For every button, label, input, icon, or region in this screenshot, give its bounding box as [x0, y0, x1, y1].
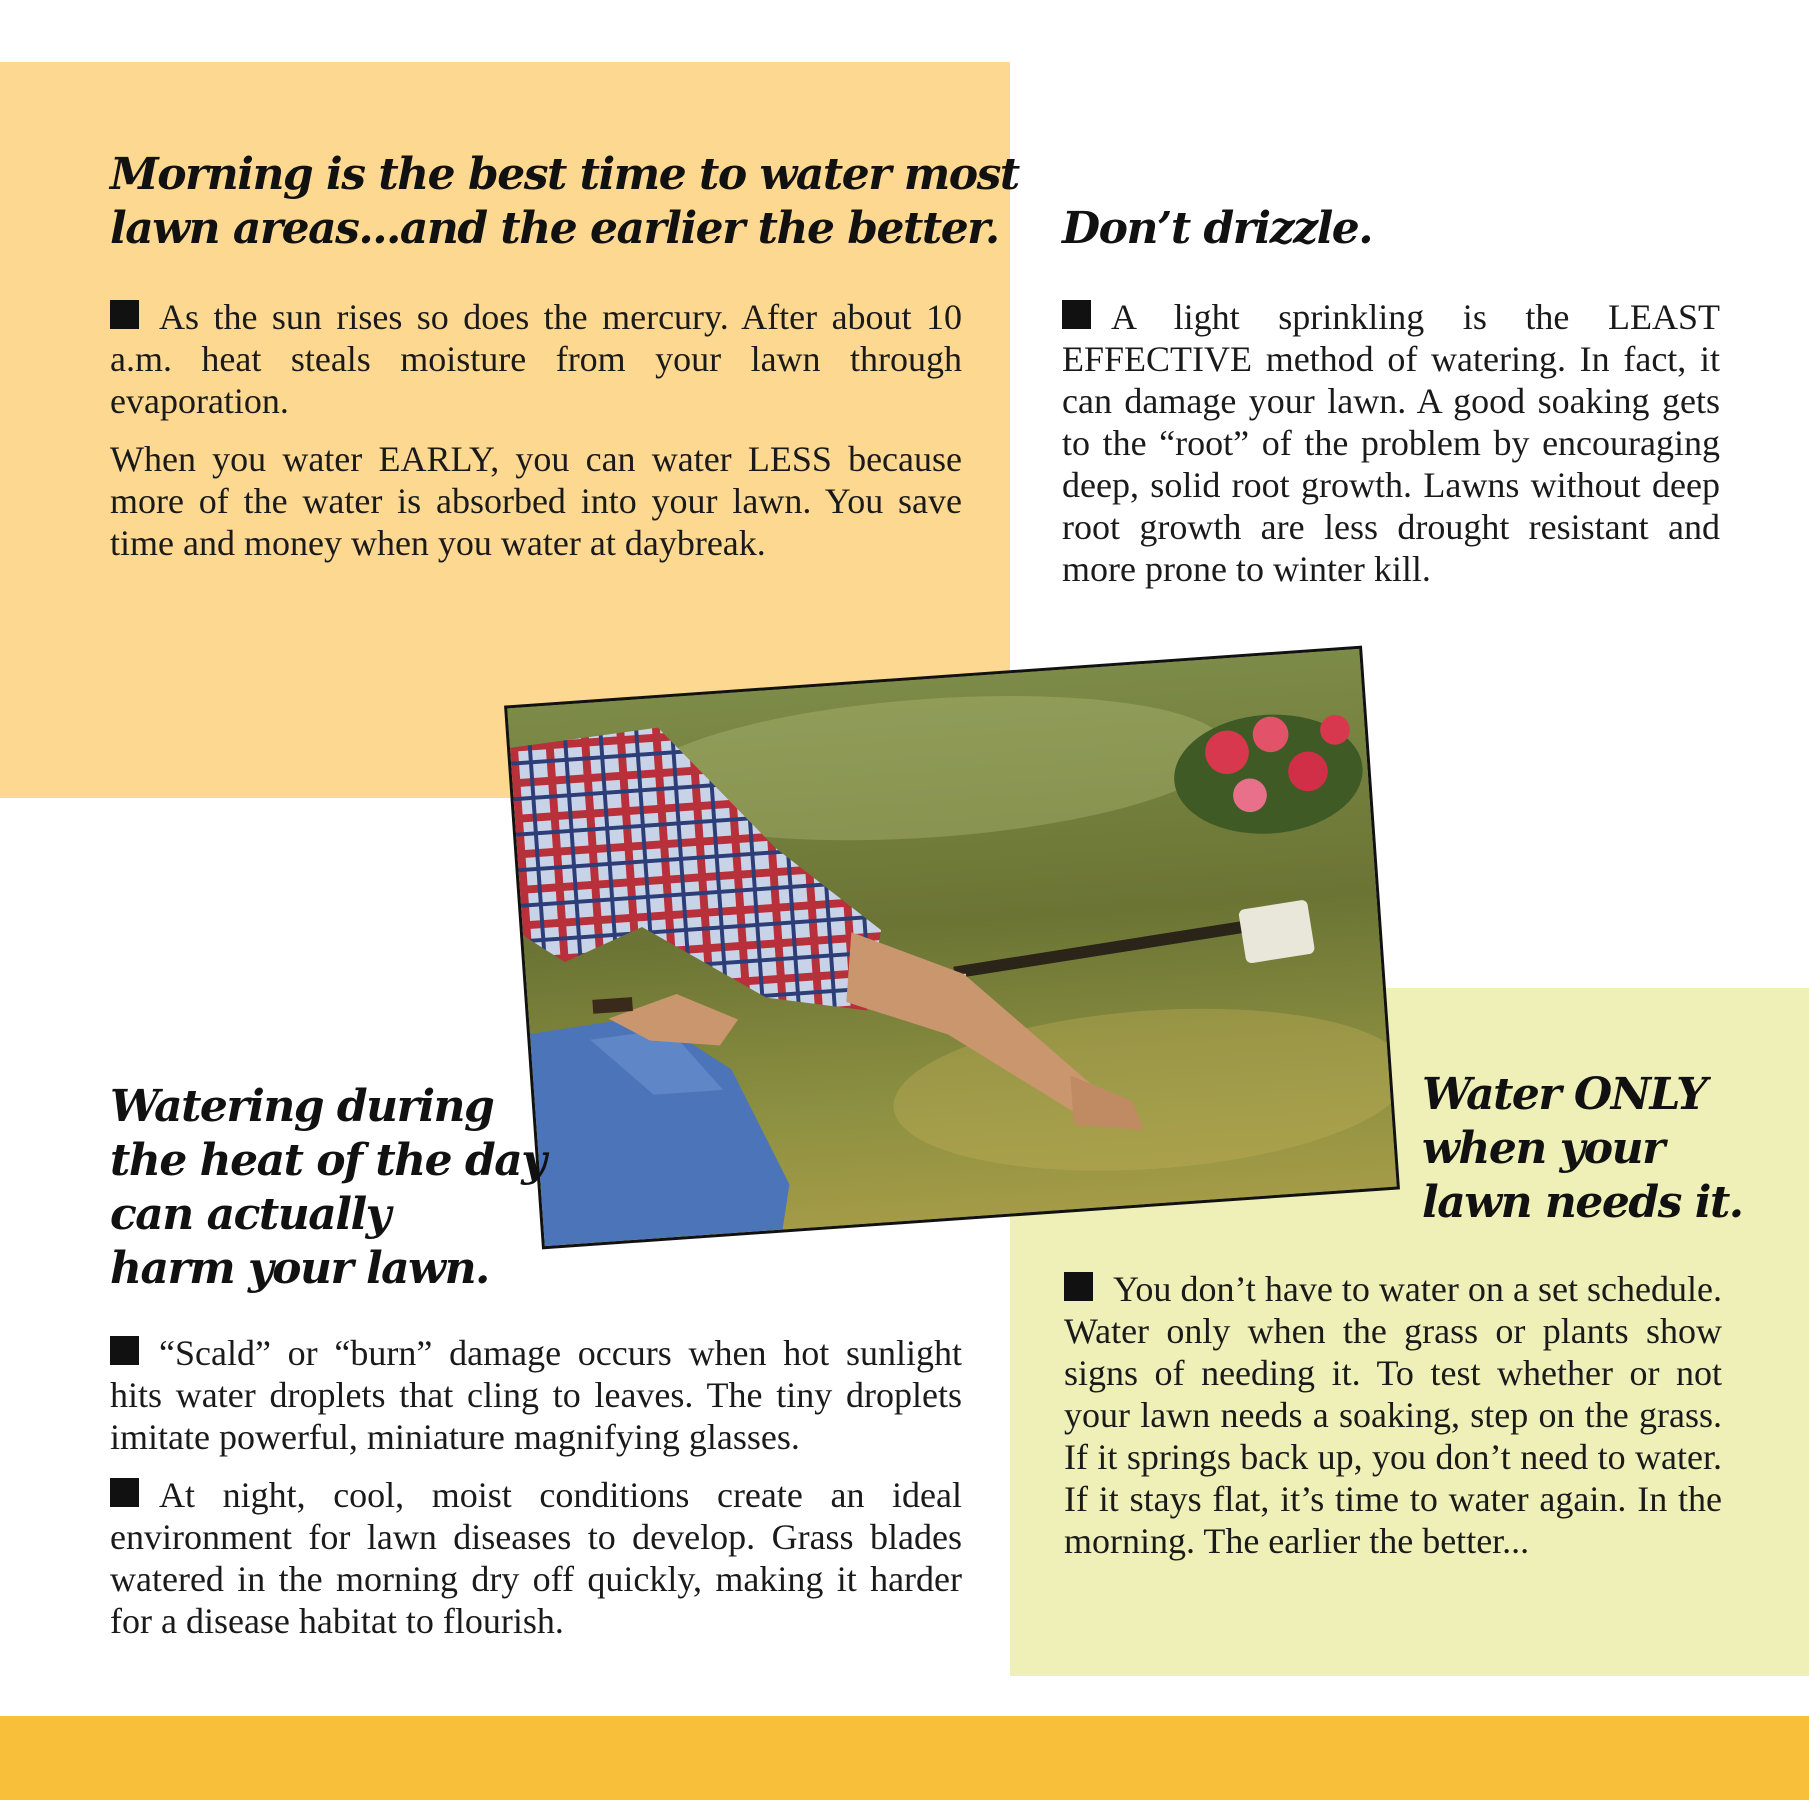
heading-morning: Morning is the best time to water most lawn areas...and the earlier the better. — [110, 149, 1019, 254]
heading-dont-drizzle: Don’t drizzle. — [1062, 203, 1373, 254]
lawn-photo — [504, 646, 1400, 1250]
bullet-square-icon — [110, 1336, 139, 1365]
lawn-photo-illustration — [507, 649, 1397, 1246]
morning-text-block — [110, 296, 962, 580]
bullet-square-icon — [1062, 300, 1091, 329]
bullet-square-icon — [110, 1478, 139, 1507]
morning-paragraph-2: When you water EARLY, you can water LESS because more of the water is absorbed into your lawn. You save time and money when you water at daybreak. — [110, 439, 962, 563]
only-text-block — [1064, 1268, 1722, 1578]
morning-paragraph-1: As the sun rises so does the mercury. After about 10 a.m. heat steals moisture from your lawn through evaporation. — [110, 297, 962, 421]
bullet-square-icon — [1064, 1272, 1093, 1301]
bullet-square-icon — [110, 300, 139, 329]
drizzle-text-block — [1062, 296, 1720, 606]
only-paragraph: You don’t have to water on a set schedule. Water only when the grass or plants show signs of needing it. To test whether or not your lawn needs a soaking, step on the grass. If it springs back up, you don’t need to water. If it stays flat, it’s time to water again. In the morning. The earlier the better... — [1064, 1269, 1722, 1561]
footer-color-band — [0, 1716, 1809, 1800]
heat-text-block — [110, 1332, 962, 1658]
heat-paragraph-1: “Scald” or “burn” damage occurs when hot sunlight hits water droplets that cling to leaves. The tiny droplets imitate powerful, miniature magnifying glasses. — [110, 1333, 962, 1457]
drizzle-paragraph: A light sprinkling is the LEAST EFFECTIVE method of watering. In fact, it can damage your lawn. A good soaking gets to the “root” of the problem by encouraging deep, solid root growth. Lawns without deep root growth are less drought resistant and more prone to winter kill. — [1062, 297, 1720, 589]
heat-paragraph-2: At night, cool, moist conditions create an ideal environment for lawn diseases to develop. Grass blades watered in the morning dry off quickly, making it harder for a disease habitat to flourish. — [110, 1475, 962, 1641]
heading-water-only: Water ONLY when your lawn needs it. — [1422, 1069, 1743, 1228]
heading-heat-of-day: Watering during the heat of the day can actually harm your lawn. — [110, 1081, 546, 1294]
